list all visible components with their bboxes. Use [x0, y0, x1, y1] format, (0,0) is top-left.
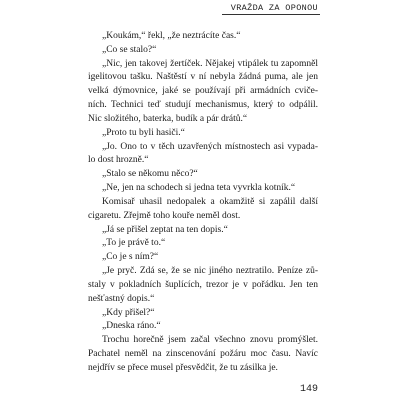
text-line: Pachatel neměl na zinscenování požáru moc času. Navíc [88, 349, 318, 360]
text-line: nejdřív se přece musel přesvědčit, že tu zásilka je. [88, 362, 278, 373]
text-line: „Jo. Ono to v těch uzavřených místnostech asi vypada- [102, 141, 318, 152]
text-line: ních. Technici teď studují mechanismus, který to odpálil. [88, 100, 318, 111]
page-number: 149 [299, 384, 318, 395]
text-line: lo dost hrozně.“ [88, 155, 149, 166]
text-line: „Proto tu byli hasiči.“ [102, 127, 185, 138]
text-line: „Je pryč. Zdá se, že se nic jiného neztratilo. Peníze zů- [102, 266, 318, 277]
text-line: Nic složitého, baterka, budík a pár drátů.“ [88, 113, 248, 124]
text-line: „Stalo se někomu něco?“ [102, 169, 198, 180]
body-text [88, 30, 318, 376]
text-line: „Ne, jen na schodech si jedna teta vyvrkla kotník.“ [102, 183, 296, 194]
text-line: igelitovou tašku. Naštěstí v ní nebyla žádná puma, ale jen [88, 72, 318, 83]
text-line: „Co je s ním?“ [102, 252, 159, 263]
text-line: „Kdy přišel?“ [102, 307, 155, 318]
text-line: cigaretu. Zřejmě toho kouře neměl dost. [88, 210, 241, 221]
text-line: velká dýmovnice, jaké se používají při armádních cviče- [88, 86, 318, 97]
running-title: VRAŽDA ZA OPONOU [230, 3, 318, 13]
text-line: Komisař uhasil nedopalek a okamžitě si zapálil další [102, 196, 318, 207]
header-rule [222, 14, 320, 15]
text-line: Trochu horečně jsem začal všechno znovu promýšlet. [102, 335, 318, 346]
text-line: „Dneska ráno.“ [102, 321, 161, 332]
text-line: „Co se stalo?“ [102, 44, 157, 55]
text-line: staly v pokladních šuplících, trezor je v pořádku. Jen ten [88, 279, 318, 290]
text-line: nešťastný dopis.“ [88, 293, 155, 304]
text-line: „Koukám,“ řekl, „že neztrácíte čas.“ [102, 31, 241, 41]
text-line: „Já se přišel zeptat na ten dopis.“ [102, 224, 228, 235]
text-line: „To je právě to.“ [102, 238, 166, 249]
text-line: „Nic, jen takovej žertíček. Nějakej vtipálek tu zapomněl [102, 58, 318, 69]
